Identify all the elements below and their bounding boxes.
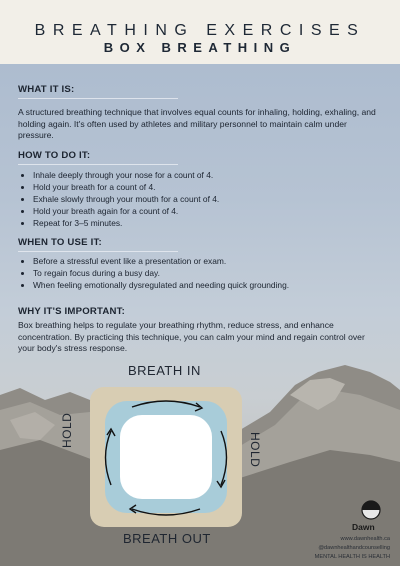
how-divider [18, 164, 178, 165]
when-divider [18, 251, 178, 252]
breath-out-label: BREATH OUT [123, 531, 211, 546]
list-item: • Hold your breath again for a count of 4. [33, 205, 384, 217]
why-heading: WHY IT'S IMPORTANT: [18, 306, 125, 317]
list-item: • When feeling emotionally dysregulated and needing quick grounding. [33, 279, 384, 291]
why-section [18, 306, 384, 355]
dawn-logo-icon [361, 500, 381, 520]
brand-name: Dawn [352, 522, 375, 532]
diagram-center [120, 415, 212, 499]
list-item: • Inhale deeply through your nose for a count of 4. [33, 169, 384, 181]
how-section [18, 150, 384, 229]
list-item: • Hold your breath for a count of 4. [33, 181, 384, 193]
brand-tagline: MENTAL HEALTH IS HEALTH [314, 554, 390, 560]
when-items [18, 255, 384, 291]
how-steps [18, 169, 384, 229]
box-breathing-diagram [90, 387, 242, 527]
page-subtitle: BOX BREATHING [103, 40, 297, 55]
hold-right-label: HOLD [248, 432, 262, 468]
list-item: • To regain focus during a busy day. [33, 267, 384, 279]
hold-left-label: HOLD [60, 412, 74, 448]
brand-handle: @dawnhealthandcounselling [318, 545, 390, 551]
why-body: Box breathing helps to regulate your breathing rhythm, reduce stress, and enhance concentration. By practicing this technique, you can calm your mind and regain control over your body's stress response. [18, 320, 365, 353]
page-title: BREATHING EXERCISES [34, 22, 366, 39]
when-heading: WHEN TO USE IT: [18, 237, 102, 248]
list-item: • Repeat for 3–5 minutes. [33, 217, 384, 229]
brand-website: www.dawnhealth.ca [340, 536, 390, 542]
how-heading: HOW TO DO IT: [18, 150, 91, 161]
list-item: • Before a stressful event like a presentation or exam. [33, 255, 384, 267]
what-heading: WHAT IT IS: [18, 84, 75, 95]
when-section [18, 237, 384, 291]
what-divider [18, 98, 178, 99]
list-item: • Exhale slowly through your mouth for a count of 4. [33, 193, 384, 205]
breath-in-label: BREATH IN [128, 363, 201, 378]
header-bar [0, 0, 400, 64]
what-body: A structured breathing technique that involves equal counts for inhaling, holding, exhaling, and holding again. It's often used by athletes and military personnel to maintain calm under pressure. [18, 107, 376, 140]
what-section [18, 84, 384, 142]
